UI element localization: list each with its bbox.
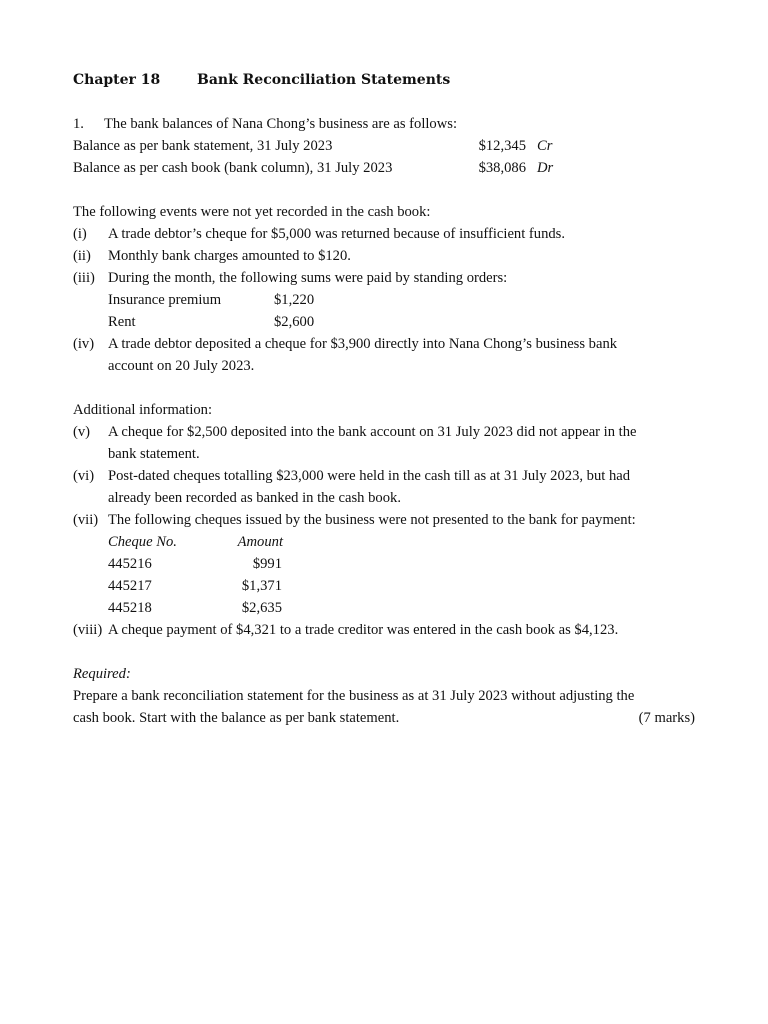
standing-order-label: Insurance premium [108, 292, 222, 308]
balance-row [73, 135, 703, 157]
additional-item-v-continued [73, 443, 703, 465]
event-item-iv [73, 333, 703, 355]
cheque-amount: $1,371 [241, 578, 282, 594]
cheque-amount: $2,635 [241, 600, 282, 616]
standing-order-amount: $1,220 [274, 292, 315, 308]
balance-label: Balance as per bank statement, 31 July 2023 [73, 138, 333, 154]
required-text-continued [73, 707, 703, 729]
standing-order-row [73, 289, 703, 311]
additional-intro: Additional information: [73, 402, 213, 418]
item-number: (iv) [73, 336, 95, 352]
item-text: A cheque payment of $4,321 to a trade creditor was entered in the cash book as $4,123. [108, 622, 619, 638]
event-item-iii [73, 267, 703, 289]
item-number: (vi) [73, 468, 95, 484]
cheque-row [73, 597, 703, 619]
additional-item-v [73, 421, 703, 443]
item-text: bank statement. [108, 446, 200, 462]
cheque-number: 445217 [108, 578, 152, 594]
chapter-heading [73, 69, 703, 91]
event-item-iv-continued [73, 355, 703, 377]
balance-row [73, 157, 703, 179]
item-text: A trade debtor deposited a cheque for $3,900 directly into Nana Chong’s business bank [108, 336, 618, 352]
item-text: During the month, the following sums were paid by standing orders: [108, 270, 508, 286]
balance-amount: $12,345 [478, 138, 526, 154]
cheque-amount-header: Amount [237, 534, 283, 550]
balance-label: Balance as per cash book (bank column), 31 July 2023 [73, 160, 393, 176]
cheque-table-header [73, 531, 703, 553]
required-text: Prepare a bank reconciliation statement for the business as at 31 July 2023 without adjusting the [73, 688, 635, 704]
required-text-end: cash book. Start with the balance as per bank statement. [73, 710, 400, 726]
question-intro: The bank balances of Nana Chong’s business are as follows: [104, 116, 458, 132]
cheque-number: 445216 [108, 556, 152, 572]
standing-order-amount: $2,600 [274, 314, 315, 330]
question-number: 1. [73, 116, 84, 132]
item-text: A cheque for $2,500 deposited into the bank account on 31 July 2023 did not appear in the [108, 424, 637, 440]
item-number: (ii) [73, 248, 91, 264]
item-text: A trade debtor’s cheque for $5,000 was returned because of insufficient funds. [108, 226, 565, 242]
balance-amount: $38,086 [478, 160, 526, 176]
cheque-amount: $991 [252, 556, 282, 572]
events-intro: The following events were not yet recorded in the cash book: [73, 204, 431, 220]
item-number: (vii) [73, 512, 99, 528]
item-text: already been recorded as banked in the cash book. [108, 490, 401, 506]
chapter-number: Chapter 18 [73, 72, 161, 88]
item-number: (viii) [73, 622, 103, 638]
item-text: account on 20 July 2023. [108, 358, 255, 374]
item-text: The following cheques issued by the business were not presented to the bank for payment: [108, 512, 636, 528]
cheque-row [73, 575, 703, 597]
additional-item-vii [73, 509, 703, 531]
item-text: Monthly bank charges amounted to $120. [108, 248, 351, 264]
item-number: (iii) [73, 270, 95, 286]
additional-item-vi [73, 465, 703, 487]
item-number: (v) [73, 424, 91, 440]
cheque-row [73, 553, 703, 575]
event-item-i [73, 223, 703, 245]
chapter-title: Bank Reconciliation Statements [197, 72, 451, 88]
additional-item-viii [73, 619, 703, 641]
cheque-number: 445218 [108, 600, 152, 616]
item-number: (i) [73, 226, 87, 242]
item-text: Post-dated cheques totalling $23,000 were held in the cash till as at 31 July 2023, but had [108, 468, 631, 484]
cheque-number-header: Cheque No. [108, 534, 177, 550]
balance-side: Dr [537, 160, 554, 176]
marks-label: (7 marks) [638, 710, 695, 726]
balance-side: Cr [537, 138, 553, 154]
standing-order-row [73, 311, 703, 333]
event-item-ii [73, 245, 703, 267]
question-intro-line [73, 113, 703, 135]
required-label: Required: [73, 666, 131, 682]
standing-order-label: Rent [108, 314, 136, 330]
additional-item-vi-continued [73, 487, 703, 509]
